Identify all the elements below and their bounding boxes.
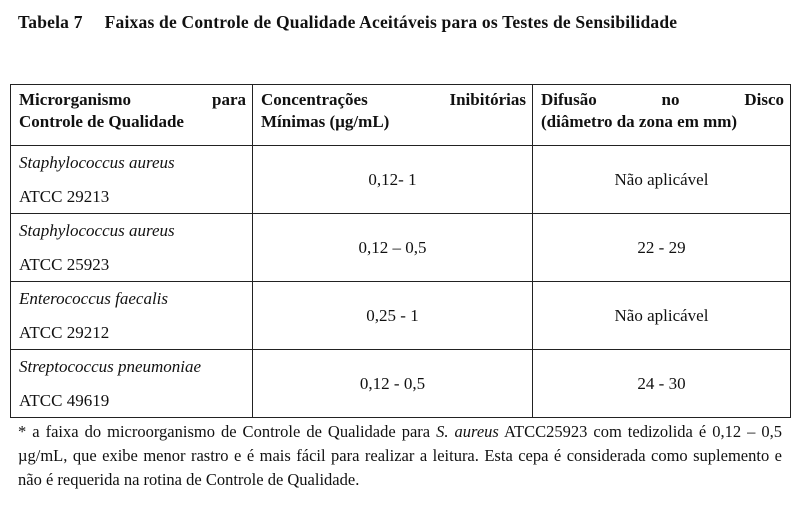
table-title (18, 12, 782, 33)
organism-name: Staphylococcus aureus (19, 152, 175, 172)
organism-code: ATCC 29212 (19, 322, 110, 342)
mic-value: 0,12 – 0,5 (253, 214, 533, 282)
disk-value: 22 - 29 (533, 214, 791, 282)
table-number-label: Tabela 7 (18, 12, 83, 32)
table-row (11, 350, 791, 418)
header-mic: Concentrações Inibitórias Mínimas (µg/mL) (253, 85, 533, 146)
quality-control-table (10, 84, 791, 418)
organism-name: Staphylococcus aureus (19, 220, 175, 240)
table-row (11, 282, 791, 350)
header-disk-diffusion: Difusão no Disco (diâmetro da zona em mm) (533, 85, 791, 146)
organism-name: Enterococcus faecalis (19, 288, 169, 308)
organism-cell (11, 214, 253, 282)
organism-cell (11, 282, 253, 350)
mic-value: 0,12 - 0,5 (253, 350, 533, 418)
organism-code: ATCC 29213 (19, 186, 110, 206)
table-header-row (11, 85, 791, 146)
organism-cell (11, 146, 253, 214)
table-row (11, 146, 791, 214)
organism-cell (11, 350, 253, 418)
organism-code: ATCC 49619 (19, 390, 110, 410)
mic-value: 0,25 - 1 (253, 282, 533, 350)
footnote: * a faixa do microorganismo de Controle de Qualidade para S. aureus ATCC25923 com tedizolida é 0,12 – 0,5 µg/mL, que exibe menor rastro e é mais fácil para realizar a leitura. Esta cepa é considerada como suplemento e não é requerida na rotina de Controle de Qualidade. (18, 422, 783, 489)
mic-value: 0,12- 1 (253, 146, 533, 214)
header-organism: Microrganismo para Controle de Qualidade (11, 85, 253, 146)
disk-value: 24 - 30 (533, 350, 791, 418)
disk-value: Não aplicável (533, 282, 791, 350)
organism-code: ATCC 25923 (19, 254, 110, 274)
table-row (11, 214, 791, 282)
table-title-text: Faixas de Controle de Qualidade Aceitáveis para os Testes de Sensibilidade (104, 12, 678, 32)
organism-name: Streptococcus pneumoniae (19, 356, 202, 376)
disk-value: Não aplicável (533, 146, 791, 214)
